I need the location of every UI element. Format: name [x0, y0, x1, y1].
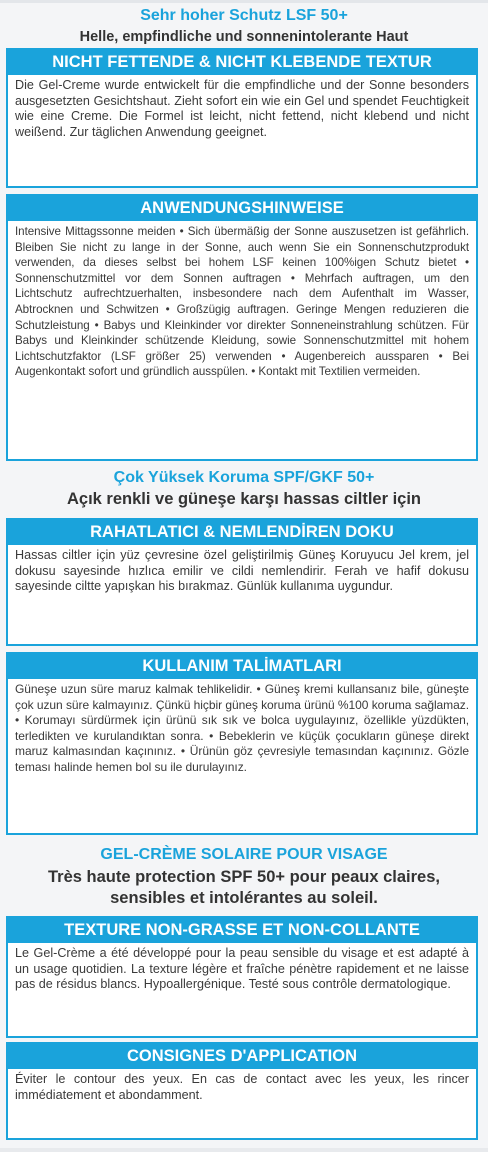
french-usage-section — [6, 1042, 478, 1140]
bottom-edge — [0, 1148, 488, 1152]
turkish-texture-text: Hassas ciltler için yüz çevresine özel geliştirilmiş Güneş Koruyucu Jel krem, jel dokusu sayesinde hızlıca emilir ve cildi nemlendirir. Ferah ve hafif dokusu sayesinde ciltte yapışkan his bırakmaz. Günlük kullanıma uygundur. — [15, 548, 469, 593]
french-usage-heading: CONSIGNES D'APPLICATION — [8, 1044, 476, 1069]
german-texture-heading: NICHT FETTENDE & NICHT KLEBENDE TEXTUR — [8, 50, 476, 75]
turkish-texture-section — [6, 518, 478, 646]
german-usage-section — [6, 194, 478, 461]
german-title: Sehr hoher Schutz LSF 50+ — [140, 7, 348, 24]
french-title: GEL-CRÈME SOLAIRE POUR VISAGE — [100, 846, 388, 863]
turkish-usage-section — [6, 652, 478, 835]
french-texture-heading: TEXTURE NON-GRASSE ET NON-COLLANTE — [8, 918, 476, 943]
german-usage-heading: ANWENDUNGSHINWEISE — [8, 196, 476, 221]
german-texture-text: Die Gel-Creme wurde entwickelt für die empfindliche und der Sonne besonders ausgesetzten Gesichtshaut. Zieht sofort ein wie ein Gel und spendet Feuchtigkeit wie eine Creme. Die Formel ist leicht, nicht fettend, nicht klebend und nicht weißend. Zur täglichen Anwendung geeignet. — [15, 78, 469, 139]
turkish-usage-heading: KULLANIM TALİMATLARI — [8, 654, 476, 679]
german-usage-text: Intensive Mittagssonne meiden • Sich übermäßig der Sonne auszusetzen ist gefährlich. Bleiben Sie nicht zu lange in der Sonne, auch wenn Sie ein Sonnenschutzprodukt verwenden, da dieses selbst bei hohem LSF keinen 100%igen Schutz bietet • Sonnenschutzmittel vor dem Sonnen auftragen • Mehrfach auftragen, um den Lichtschutz aufrechtzuerhalten, insbesondere nach dem Aufenthalt im Wasser, Abtrocknen und Schwitzen • Großzügig auftragen. Geringe Mengen reduzieren die Schutzleistung • Babys und Kleinkinder vor direkter Sonneneinstrahlung schützen. Für Babys und Kleinkinder schützende Kleidung, sowie Sonnenschutzmittel mit hohem Lichtschutzfaktor (LSF größer 25) verwenden • Augenbereich aussparen • Bei Augenkontakt sofort und gründlich ausspülen. • Kontakt mit Textilien vermeiden. — [15, 225, 469, 379]
french-texture-section — [6, 916, 478, 1038]
turkish-usage-text: Güneşe uzun süre maruz kalmak tehlikelidir. • Güneş kremi kullansanız bile, güneşte çok uzun süre kalmayınız. Çünkü hiçbir güneş koruma ürünü %100 koruma sağlamaz. • Korumayı sürdürmek için ürünü sık sık ve bolca uygulayınız, özellikle yüzdükten, terledikten ve kurulandıktan sonra. • Bebeklerin ve küçük çocukların güneşe direkt maruz kalmasından kaçınınız. • Ürünün göz çevresiyle temasından kaçınınız. Gözle teması halinde hemen bol su ile durulayınız. — [15, 682, 469, 774]
french-texture-text: Le Gel-Crème a été développé pour la peau sensible du visage et est adapté à un usage quotidien. La texture légère et fraîche pénètre rapidement et ne laisse pas de résidus blancs. Hypoallergénique. Testé sous contrôle dermatologique. — [15, 946, 469, 991]
german-texture-section — [6, 48, 478, 188]
turkish-title: Çok Yüksek Koruma SPF/GKF 50+ — [113, 469, 375, 486]
turkish-texture-heading: RAHATLATICI & NEMLENDİREN DOKU — [8, 520, 476, 545]
french-subtitle-line1: Très haute protection SPF 50+ pour peaux claires, — [47, 868, 440, 886]
french-subtitle-line2: sensibles et intolérantes au soleil. — [110, 889, 378, 907]
french-usage-text: Éviter le contour des yeux. En cas de contact avec les yeux, les rincer immédiatement et abondamment. — [15, 1072, 469, 1102]
turkish-subtitle: Açık renkli ve güneşe karşı hassas ciltler için — [66, 490, 422, 508]
german-subtitle: Helle, empfindliche und sonnenintolerante Haut — [79, 29, 409, 45]
top-edge — [0, 0, 488, 3]
